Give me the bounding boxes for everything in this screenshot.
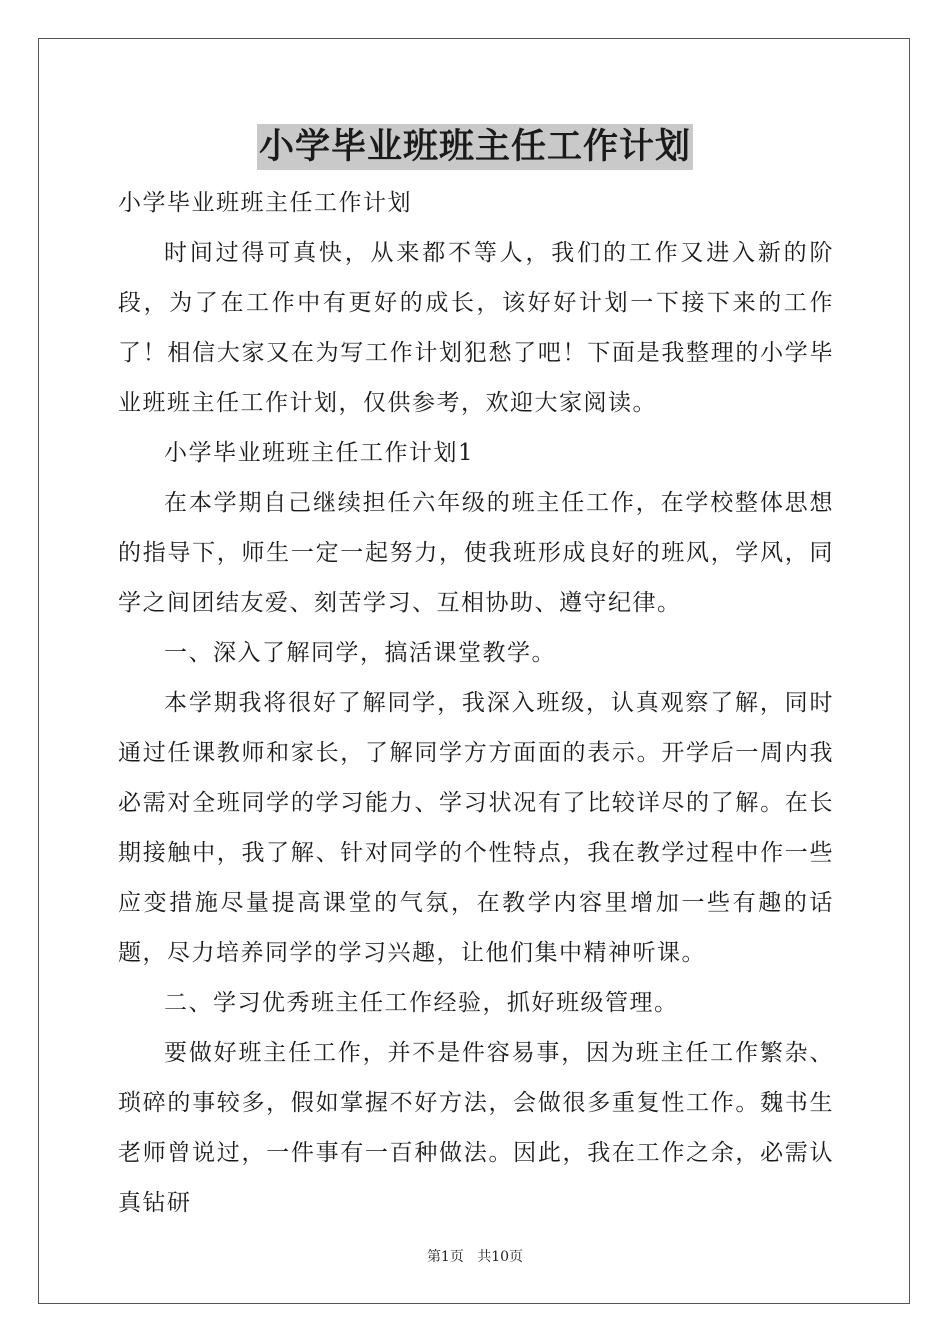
document-body [118,178,834,1228]
page-total: 共10页 [477,1249,524,1265]
page-number: 第1页 [426,1249,464,1265]
page-footer [0,1247,950,1267]
paragraph-intro: 时间过得可真快，从来都不等人，我们的工作又进入新的阶段，为了在工作中有更好的成长，该好好计划一下接下来的工作了！相信大家又在为写工作计划犯愁了吧！下面是我整理的小学毕业班班主任工作计划，仅供参考，欢迎大家阅读。 [118,240,834,416]
paragraph-section-two: 要做好班主任工作，并不是件容易事，因为班主任工作繁杂、琐碎的事较多，假如掌握不好方法，会做很多重复性工作。魏书生老师曾说过，一件事有一百种做法。因此，我在工作之余，必需认真钻研 [118,1040,834,1216]
section-heading-two: 二、学习优秀班主任工作经验，抓好班级管理。 [164,990,679,1016]
document-title: 小学毕业班班主任工作计划 [257,124,693,170]
section-heading-one: 一、深入了解同学，搞活课堂教学。 [164,640,556,666]
title-block [0,124,950,170]
paragraph-plan-1-intro: 在本学期自己继续担任六年级的班主任工作，在学校整体思想的指导下，师生一定一起努力，使我班形成良好的班风，学风，同学之间团结友爱、刻苦学习、互相协助、遵守纪律。 [118,490,834,616]
section-heading-plan-1: 小学毕业班班主任工作计划1 [164,440,475,466]
paragraph-section-one: 本学期我将很好了解同学，我深入班级，认真观察了解，同时通过任课教师和家长，了解同学方方面面的表示。开学后一周内我必需对全班同学的学习能力、学习状况有了比较详尽的了解。在长期接触中，我了解、针对同学的个性特点，我在教学过程中作一些应变措施尽量提高课堂的气氛，在教学内容里增加一些有趣的话题，尽力培养同学的学习兴趣，让他们集中精神听课。 [118,690,834,966]
paragraph-subtitle: 小学毕业班班主任工作计划 [118,190,412,216]
